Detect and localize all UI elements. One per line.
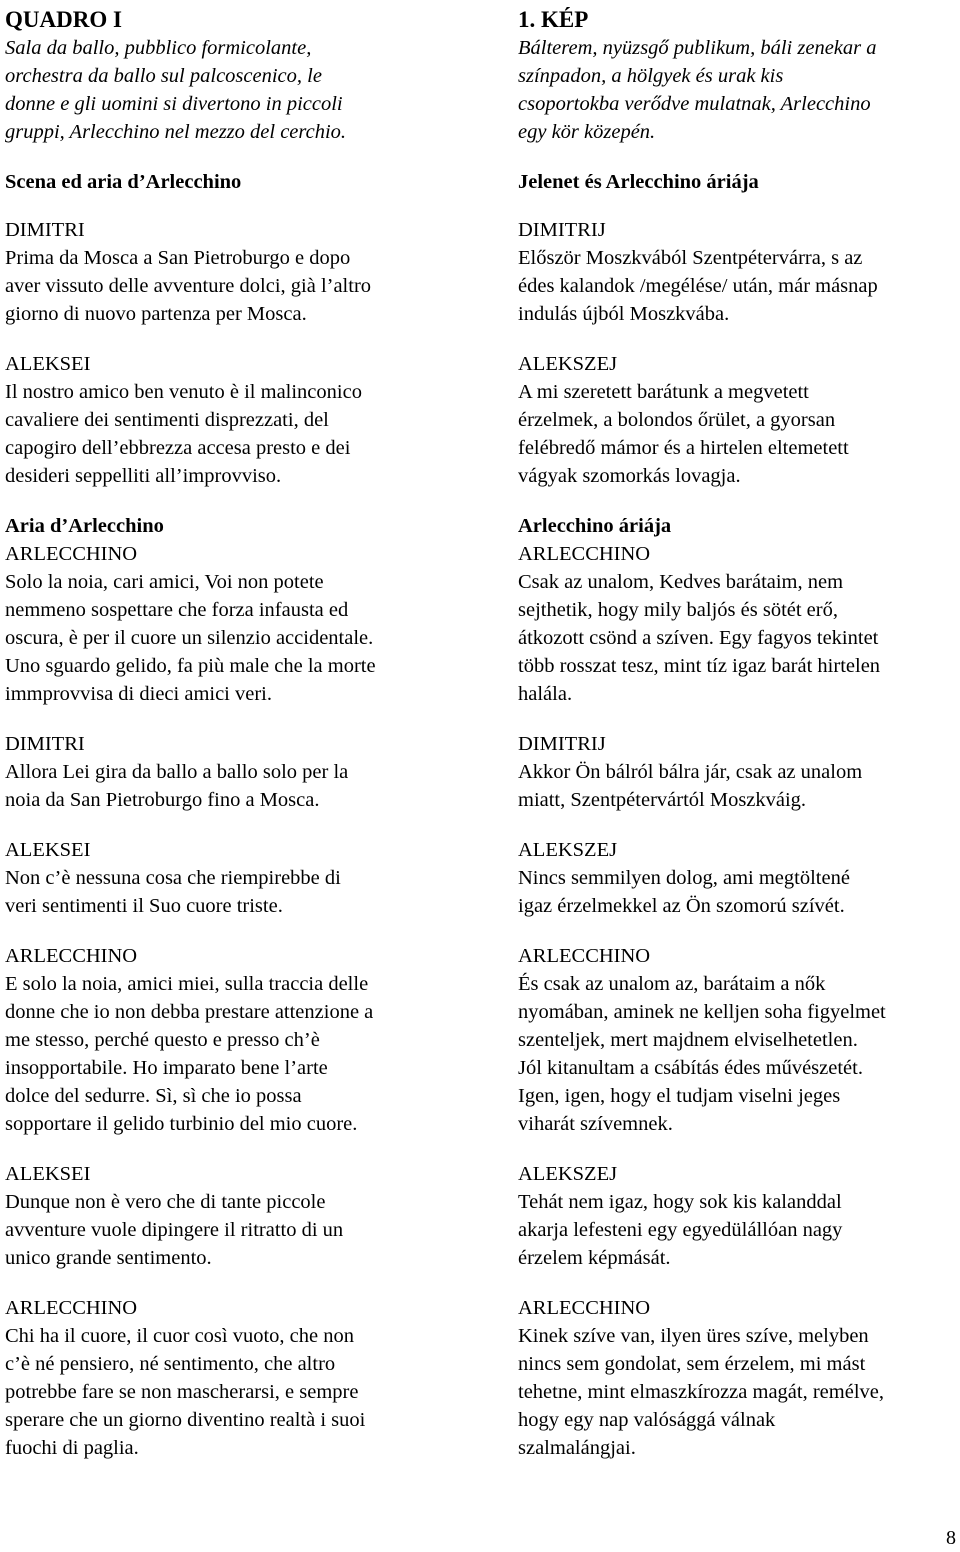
dialogue-list — [5, 216, 460, 1462]
speech-text: Először Moszkvából Szentpétervárra, s az édes kalandok /megélése/ után, már másnap indulás újból Moszkvába. — [518, 247, 878, 325]
speaker-name: ARLECCHINO — [518, 945, 651, 967]
dialogue-block — [5, 350, 460, 490]
dialogue-block — [5, 512, 460, 708]
speaker-name: DIMITRIJ — [518, 733, 606, 755]
speaker-name: DIMITRIJ — [518, 219, 606, 241]
speaker-name: ALEKSEI — [5, 839, 91, 861]
section-title: QUADRO I — [5, 7, 122, 32]
dialogue-block — [518, 216, 958, 328]
italian-column — [5, 6, 460, 1484]
stage-direction: Sala da ballo, pubblico formicolante, orchestra da ballo sul palcoscenico, le donne e gli uomini si divertono in piccoli gruppi, Arlecchino nel mezzo del cerchio. — [5, 37, 347, 143]
dialogue-list — [518, 216, 958, 1462]
speaker-name: ARLECCHINO — [518, 543, 651, 565]
speaker-name: ARLECCHINO — [5, 543, 138, 565]
aria-title: Arlecchino áriája — [518, 515, 672, 537]
speech-text: Akkor Ön bálról bálra jár, csak az unalom miatt, Szentpétervártól Moszkváig. — [518, 761, 863, 811]
dialogue-block — [518, 1294, 958, 1462]
stage-direction: Bálterem, nyüzsgő publikum, báli zenekar a színpadon, a hölgyek és urak kis csoportokba verődve mulatnak, Arlecchino egy kör közepén. — [518, 37, 877, 143]
speaker-name: ARLECCHINO — [518, 1297, 651, 1319]
speaker-name: DIMITRI — [5, 733, 85, 755]
dialogue-block — [5, 836, 460, 920]
speaker-name: ALEKSEI — [5, 1163, 91, 1185]
speech-text: Dunque non è vero che di tante piccole avventure vuole dipingere il ritratto di un unico grande sentimento. — [5, 1191, 344, 1269]
speech-text: E solo la noia, amici miei, sulla traccia delle donne che io non debba prestare attenzione a me stesso, perché questo e presso ch’è insopportabile. Ho imparato bene l’arte dolce del sedurre. Sì, sì che io possa sopportare il gelido turbinio del mio cuore. — [5, 973, 374, 1135]
dialogue-block — [518, 350, 958, 490]
speaker-name: ARLECCHINO — [5, 945, 138, 967]
speech-text: Prima da Mosca a San Pietroburgo e dopo aver vissuto delle avventure dolci, già l’altro giorno di nuovo partenza per Mosca. — [5, 247, 372, 325]
dialogue-block — [5, 216, 460, 328]
speech-text: A mi szeretett barátunk a megvetett érzelmek, a bolondos őrület, a gyorsan felébredő mámor és a hirtelen eltemetett vágyak szomorkás lovagja. — [518, 381, 849, 487]
speech-text: Allora Lei gira da ballo a ballo solo per la noia da San Pietroburgo fino a Mosca. — [5, 761, 349, 811]
speech-text: Il nostro amico ben venuto è il malinconico cavaliere dei sentimenti disprezzati, del capogiro dell’ebbrezza accesa presto e dei desideri seppelliti all’improvviso. — [5, 381, 362, 487]
speaker-name: ALEKSZEJ — [518, 1163, 618, 1185]
dialogue-block — [5, 730, 460, 814]
scene-heading: Jelenet és Arlecchino áriája — [518, 171, 759, 193]
dialogue-block — [518, 512, 958, 708]
speech-text: Chi ha il cuore, il cuor così vuoto, che non c’è né pensiero, né sentimento, che altro potrebbe fare se non mascherarsi, e sempre sperare che un giorno diventino realtà i suoi fuochi di paglia. — [5, 1325, 366, 1459]
speaker-name: DIMITRI — [5, 219, 85, 241]
hungarian-column — [518, 6, 958, 1484]
speaker-name: ALEKSEI — [5, 353, 91, 375]
aria-title: Aria d’Arlecchino — [5, 515, 164, 537]
speaker-name: ARLECCHINO — [5, 1297, 138, 1319]
speaker-name: ALEKSZEJ — [518, 839, 618, 861]
dialogue-block — [5, 942, 460, 1138]
speech-text: Kinek szíve van, ilyen üres szíve, melyben nincs sem gondolat, sem érzelem, mi mást tehetne, mint elmaszkírozza magát, remélve, hogy egy nap valósággá válnak szalmalángjai. — [518, 1325, 884, 1459]
speech-text: Nincs semmilyen dolog, ami megtöltené igaz érzelmekkel az Ön szomorú szívét. — [518, 867, 850, 917]
dialogue-block — [5, 1160, 460, 1272]
dialogue-block — [5, 1294, 460, 1462]
speech-text: És csak az unalom az, barátaim a nők nyomában, aminek ne kelljen soha figyelmet szenteljek, mert majdnem elviselhetetlen. Jól kitanultam a csábítás édes művészetét. Igen, igen, hogy el tudjam viselni jeges viharát szívemnek. — [518, 973, 886, 1135]
dialogue-block — [518, 836, 958, 920]
dialogue-block — [518, 942, 958, 1138]
scene-heading: Scena ed aria d’Arlecchino — [5, 171, 242, 193]
speech-text: Non c’è nessuna cosa che riempirebbe di veri sentimenti il Suo cuore triste. — [5, 867, 341, 917]
speech-text: Tehát nem igaz, hogy sok kis kalanddal akarja lefesteni egy egyedülállóan nagy érzelem képmását. — [518, 1191, 843, 1269]
dialogue-block — [518, 730, 958, 814]
speaker-name: ALEKSZEJ — [518, 353, 618, 375]
dialogue-block — [518, 1160, 958, 1272]
speech-text: Solo la noia, cari amici, Voi non potete nemmeno sospettare che forza infausta ed oscura, è per il cuore un silenzio accidentale. Uno sguardo gelido, fa più male che la morte immprovvisa di dieci amici veri. — [5, 571, 376, 705]
page-number: 8 — [946, 1527, 956, 1549]
speech-text: Csak az unalom, Kedves barátaim, nem sejthetik, hogy mily baljós és sötét erő, átkozott csönd a szíven. Egy fagyos tekintet több rosszat tesz, mint tíz igaz barát hirtelen halála. — [518, 571, 881, 705]
section-title: 1. KÉP — [518, 7, 589, 32]
